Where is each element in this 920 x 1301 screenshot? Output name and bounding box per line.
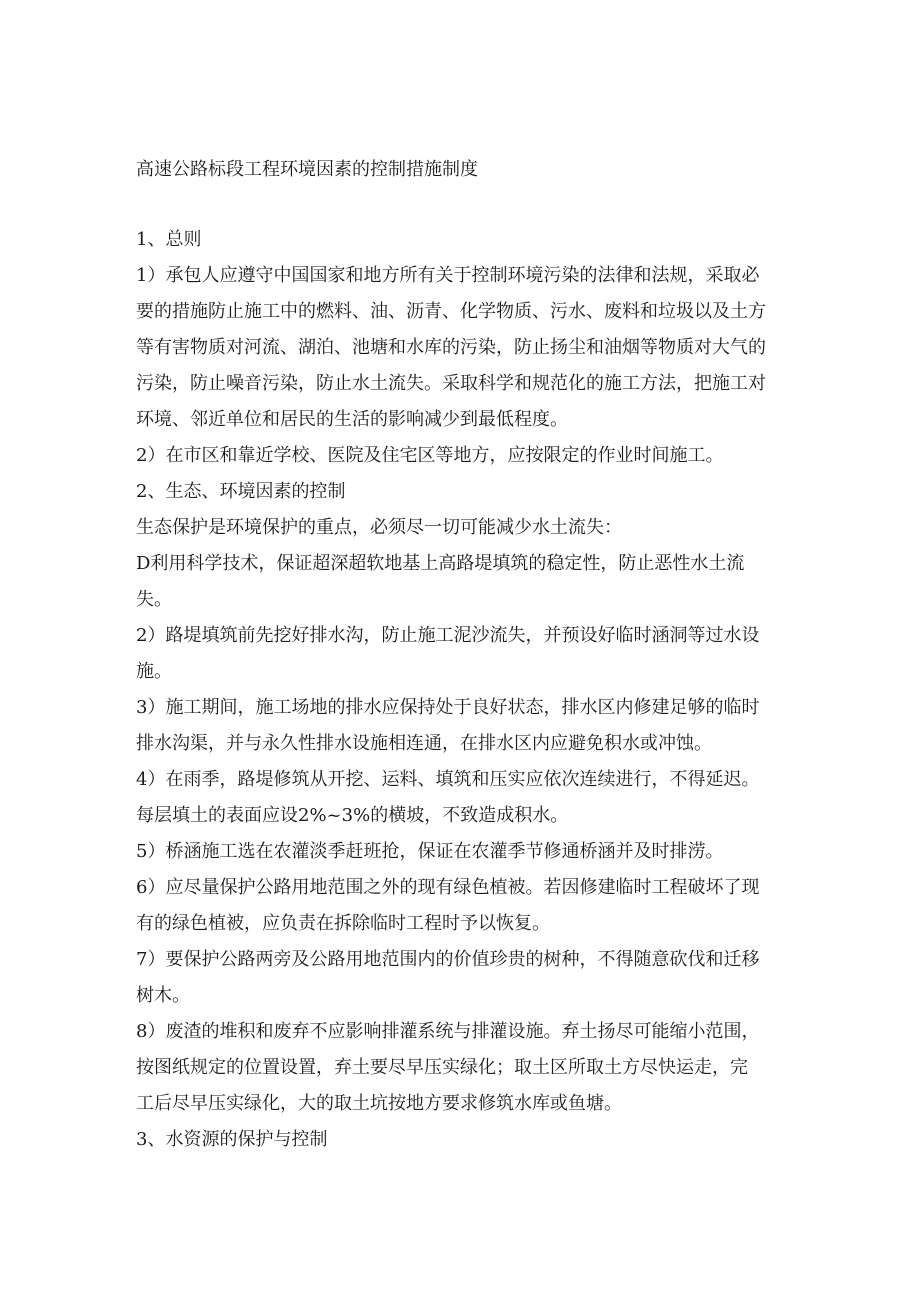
paragraph-line: 2）在市区和靠近学校、医院及住宅区等地方，应按限定的作业时间施工。 <box>136 445 724 466</box>
paragraph-line: 施。 <box>136 661 172 682</box>
paragraph-line: 8）废渣的堆积和废弃不应影响排灌系统与排灌设施。弃土扬尽可能缩小范围， <box>136 1021 760 1042</box>
paragraph-line: 排水沟渠，并与永久性排水设施相连通，在排水区内应避免积水或冲蚀。 <box>136 733 712 754</box>
document-body <box>136 226 784 1162</box>
paragraph-line: D利用科学技术，保证超深超软地基上高路堤填筑的稳定性，防止恶性水土流 <box>136 553 745 574</box>
paragraph-line: 生态保护是环境保护的重点，必须尽一切可能减少水土流失： <box>136 517 622 538</box>
document-title: 高速公路标段工程环境因素的控制措施制度 <box>136 159 478 180</box>
paragraph-line: 环境、邻近单位和居民的生活的影响减少到最低程度。 <box>136 409 568 430</box>
paragraph-line: 2）路堤填筑前先挖好排水沟，防止施工泥沙流失，并预设好临时涵洞等过水设 <box>136 625 760 646</box>
section-heading: 2、生态、环境因素的控制 <box>136 481 346 502</box>
paragraph-line: 6）应尽量保护公路用地范围之外的现有绿色植被。若因修建临时工程破坏了现 <box>136 877 760 898</box>
paragraph-line: 污染，防止噪音污染，防止水土流失。采取科学和规范化的施工方法，把施工对 <box>136 373 766 394</box>
paragraph-line: 1）承包人应遵守中国国家和地方所有关于控制环境污染的法律和法规，采取必 <box>136 265 760 286</box>
paragraph-line: 等有害物质对河流、湖泊、池塘和水库的污染，防止扬尘和油烟等物质对大气的 <box>136 337 766 358</box>
section-heading: 1、总则 <box>136 229 202 250</box>
paragraph-line: 树木。 <box>136 985 190 1006</box>
paragraph-line: 工后尽早压实绿化，大的取土坑按地方要求修筑水库或鱼塘。 <box>136 1093 622 1114</box>
paragraph-line: 每层填土的表面应设2%~3%的横坡，不致造成积水。 <box>136 805 569 826</box>
paragraph-line: 按图纸规定的位置设置，弃土要尽早压实绿化；取土区所取土方尽快运走，完 <box>136 1057 748 1078</box>
paragraph-line: 有的绿色植被，应负责在拆除临时工程时予以恢复。 <box>136 913 550 934</box>
paragraph-line: 3）施工期间，施工场地的排水应保持处于良好状态，排水区内修建足够的临时 <box>136 697 760 718</box>
paragraph-line: 要的措施防止施工中的燃料、油、沥青、化学物质、污水、废料和垃圾以及土方 <box>136 301 766 322</box>
paragraph-line: 4）在雨季，路堤修筑从开挖、运料、填筑和压实应依次连续进行，不得延迟。 <box>136 769 760 790</box>
paragraph-line: 5）桥涵施工选在农灌淡季赶班抢，保证在农灌季节修通桥涵并及时排涝。 <box>136 841 724 862</box>
paragraph-line: 7）要保护公路两旁及公路用地范围内的价值珍贵的树种，不得随意砍伐和迁移 <box>136 949 760 970</box>
paragraph-line: 失。 <box>136 589 172 610</box>
section-heading: 3、水资源的保护与控制 <box>136 1129 328 1150</box>
